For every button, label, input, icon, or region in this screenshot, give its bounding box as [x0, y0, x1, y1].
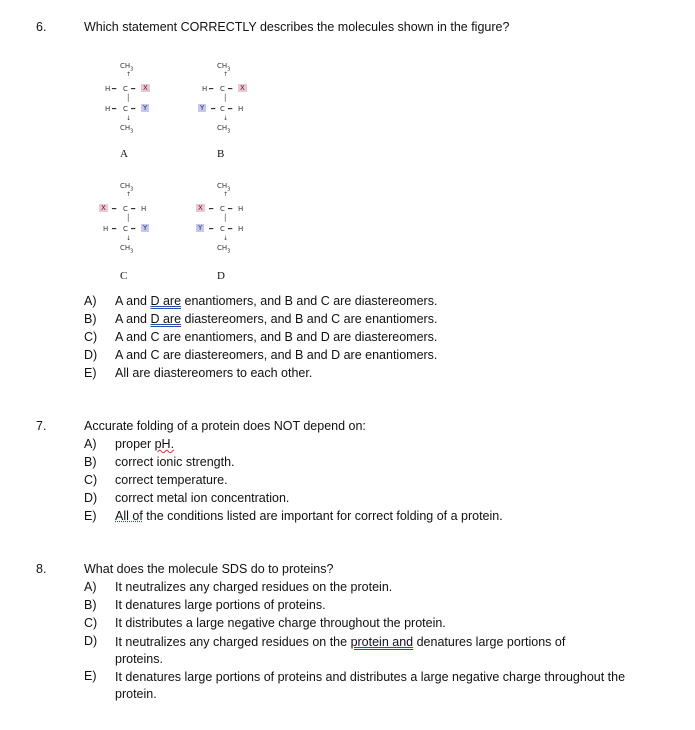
option-text: It denatures large portions of proteins and distributes a large negative charge throughout the protein.: [115, 670, 626, 701]
option-letter: B): [84, 598, 97, 612]
option-text: A and D are diastereomers, and B and C are enantiomers.: [115, 312, 438, 326]
option-letter: E): [84, 509, 97, 523]
option-letter: E): [84, 669, 97, 683]
option-letter: C): [84, 330, 98, 344]
option-letter: A): [84, 580, 97, 594]
option-text: All are diastereomers to each other.: [115, 366, 313, 380]
option-text: correct metal ion concentration.: [115, 491, 290, 505]
row2-right: H: [238, 105, 244, 113]
methyl-bottom: $CH_3$: [217, 244, 231, 255]
option-letter: A): [84, 294, 97, 308]
option-text: All of the conditions listed are important for correct folding of a protein.: [115, 509, 503, 523]
option-text: A and D are enantiomers, and B and C are diastereomers.: [115, 294, 438, 308]
question-number: 6.: [36, 20, 47, 34]
row1-right: H: [141, 205, 147, 213]
row1-left: H: [202, 85, 208, 93]
fischer-projection-a: $CH_3$ ↑ H ━ C ━ X │ H ━ C ━ Y ↓ $CH_3$ A: [105, 62, 148, 160]
substituent-y: Y: [198, 224, 203, 232]
question-number: 8.: [36, 562, 47, 576]
option-letter: D): [84, 634, 98, 648]
methyl-bottom: $CH_3$: [120, 124, 134, 135]
option-letter: B): [84, 312, 97, 326]
option-text: It neutralizes any charged residues on the protein.: [115, 580, 393, 594]
question-number: 7.: [36, 419, 47, 433]
option-text: It denatures large portions of proteins.: [115, 598, 326, 612]
substituent-y: Y: [143, 104, 148, 112]
substituent-x: X: [143, 84, 148, 92]
row2-left: H: [105, 105, 111, 113]
option-text: correct ionic strength.: [115, 455, 235, 469]
fischer-projection-d: $CH_3$ ↑ X ━ C ━ H │ Y ━ C ━ H ↓ $CH_3$ D: [198, 182, 244, 282]
substituent-x: X: [198, 204, 203, 212]
fischer-projection-c: $CH_3$ ↑ X ━ C ━ H │ H ━ C ━ Y ↓ $CH_3$ C: [101, 182, 148, 282]
option-letter: D): [84, 491, 98, 505]
question-stem: Which statement CORRECTLY describes the molecules shown in the figure?: [84, 20, 510, 34]
molecule-label: D: [217, 270, 225, 282]
substituent-y: Y: [200, 104, 205, 112]
methyl-bottom: $CH_3$: [217, 124, 231, 135]
option-text: A and C are enantiomers, and B and D are diastereomers.: [115, 330, 438, 344]
option-text: proper pH.: [115, 437, 175, 451]
option-letter: C): [84, 473, 98, 487]
option-text: A and C are diastereomers, and B and D are enantiomers.: [115, 348, 438, 362]
option-letter: B): [84, 455, 97, 469]
option-text: It neutralizes any charged residues on the protein and denatures large portions of proteins.: [115, 635, 566, 666]
option-letter: A): [84, 437, 97, 451]
question-stem: What does the molecule SDS do to proteins?: [84, 562, 334, 576]
row1-left: H: [105, 85, 111, 93]
methyl-bottom: $CH_3$: [120, 244, 134, 255]
row2-right: H: [238, 225, 244, 233]
methyl-top: $CH_3$: [217, 182, 231, 193]
molecule-label: B: [217, 148, 225, 160]
option-letter: C): [84, 616, 98, 630]
substituent-y: Y: [143, 224, 148, 232]
substituent-x: X: [240, 84, 245, 92]
option-text: It distributes a large negative charge throughout the protein.: [115, 616, 446, 630]
molecule-label: A: [120, 148, 128, 160]
row1-right: H: [238, 205, 244, 213]
methyl-top: $CH_3$: [120, 62, 134, 73]
molecule-label: C: [120, 270, 128, 282]
option-letter: D): [84, 348, 98, 362]
option-letter: E): [84, 366, 97, 380]
question-stem: Accurate folding of a protein does NOT depend on:: [84, 419, 366, 433]
substituent-x: X: [101, 204, 106, 212]
row2-left: H: [103, 225, 109, 233]
methyl-top: $CH_3$: [217, 62, 231, 73]
fischer-projection-b: $CH_3$ ↑ H ━ C ━ X │ Y ━ C ━ H ↓ $CH_3$ B: [200, 62, 245, 160]
methyl-top: $CH_3$: [120, 182, 134, 193]
option-text: correct temperature.: [115, 473, 228, 487]
